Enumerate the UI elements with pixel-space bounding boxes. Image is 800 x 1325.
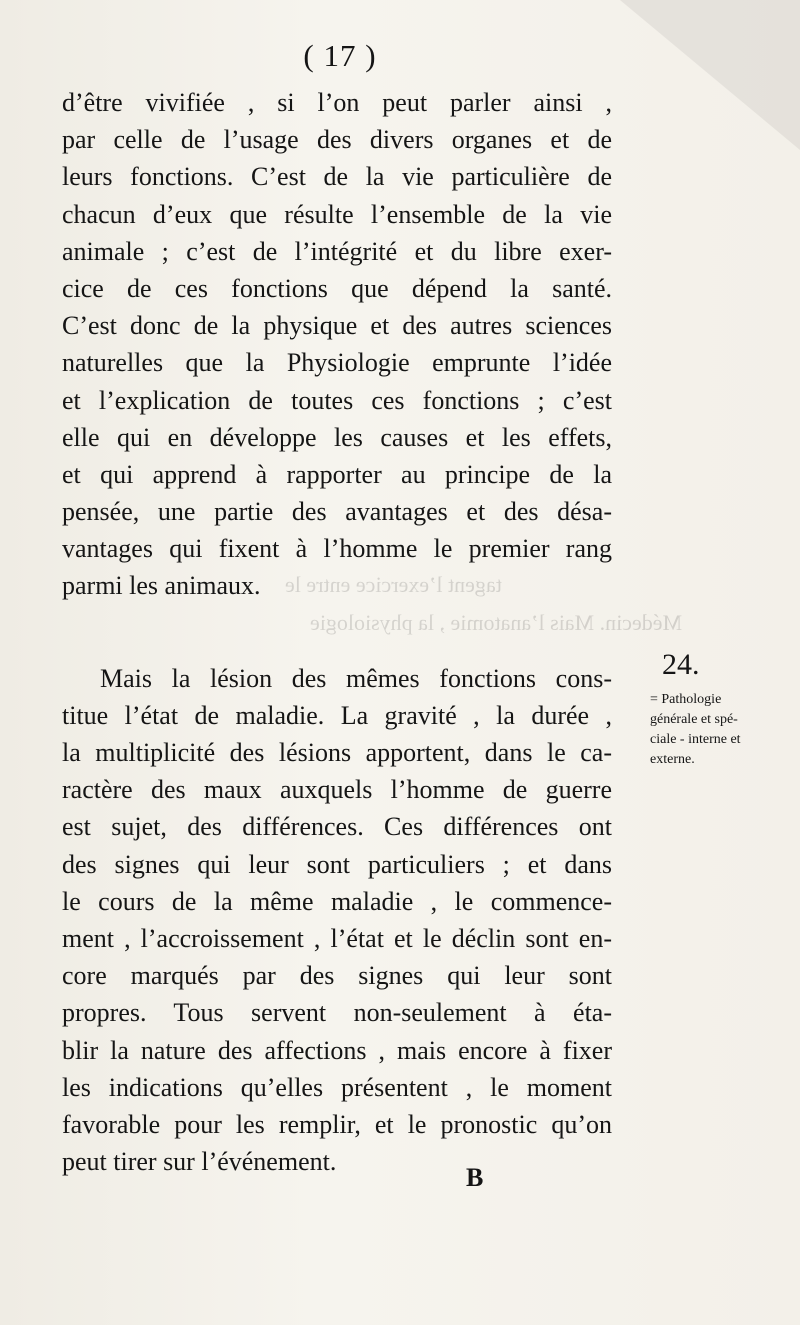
text-line: C’est donc de la physique et des autres sciences — [62, 311, 612, 341]
text-line: peut tirer sur l’événement. — [62, 1147, 337, 1177]
margin-note-line: générale et spé- — [650, 712, 738, 727]
margin-note-line: ciale - interne et — [650, 732, 741, 747]
text-line: ractère des maux auxquels l’homme de guerre — [62, 775, 612, 805]
bleed-through-text: Médecin. Mais l’anatomie , la physiologie — [310, 610, 683, 635]
text-line: est sujet, des différences. Ces différences ont — [62, 812, 612, 842]
text-line: blir la nature des affections , mais encore à fixer — [62, 1035, 612, 1065]
text-line: animale ; c’est de l’intégrité et du libre exer- — [62, 236, 612, 266]
paragraph-1 — [62, 84, 612, 605]
paragraph-2 — [62, 660, 612, 1181]
text-line: leurs fonctions. C’est de la vie particulière de — [62, 162, 612, 192]
text-line: Mais la lésion des mêmes fonctions cons- — [100, 663, 612, 693]
paragraph-gap — [62, 605, 612, 660]
margin-section-number: 24. — [662, 648, 700, 681]
text-line: core marqués par des signes qui leur sont — [62, 961, 612, 991]
text-line: favorable pour les remplir, et le pronostic qu’on — [62, 1109, 612, 1139]
text-line: d’être vivifiée , si l’on peut parler ainsi , — [62, 88, 612, 117]
text-line: vantages qui fixent à l’homme le premier rang — [62, 534, 612, 564]
text-line: pensée, une partie des avantages et des désa- — [62, 497, 612, 527]
text-line: le cours de la même maladie , le commence- — [62, 886, 612, 916]
page-corner-shadow — [620, 0, 800, 150]
text-line: les indications qu’elles présentent , le moment — [62, 1072, 612, 1102]
text-line: ment , l’accroissement , l’état et le déclin sont en- — [62, 923, 612, 953]
text-line: elle qui en développe les causes et les effets, — [62, 422, 612, 452]
margin-note — [650, 690, 765, 770]
margin-note-line: = Pathologie — [650, 692, 722, 707]
bleed-through-text: tagent l’exercice entre le — [285, 572, 502, 597]
text-line: propres. Tous servent non-seulement à éta- — [62, 998, 612, 1028]
margin-note-line: externe. — [650, 752, 695, 767]
text-line: naturelles que la Physiologie emprunte l’idée — [62, 348, 612, 378]
text-line: cice de ces fonctions que dépend la santé. — [62, 273, 612, 303]
text-line: parmi les animaux. — [62, 571, 261, 601]
text-line: titue l’état de maladie. La gravité , la durée , — [62, 700, 612, 730]
text-line: par celle de l’usage des divers organes et de — [62, 125, 612, 155]
text-line: et l’explication de toutes ces fonctions ; c’est — [62, 385, 612, 415]
page-number: ( 17 ) — [303, 38, 377, 73]
signature-mark: B — [466, 1163, 484, 1192]
text-line: chacun d’eux que résulte l’ensemble de la vie — [62, 199, 612, 229]
text-line: la multiplicité des lésions apportent, dans le ca- — [62, 738, 612, 767]
main-text — [62, 84, 612, 1180]
text-line: et qui apprend à rapporter au principe de la — [62, 459, 612, 489]
text-line: des signes qui leur sont particuliers ; et dans — [62, 849, 612, 879]
